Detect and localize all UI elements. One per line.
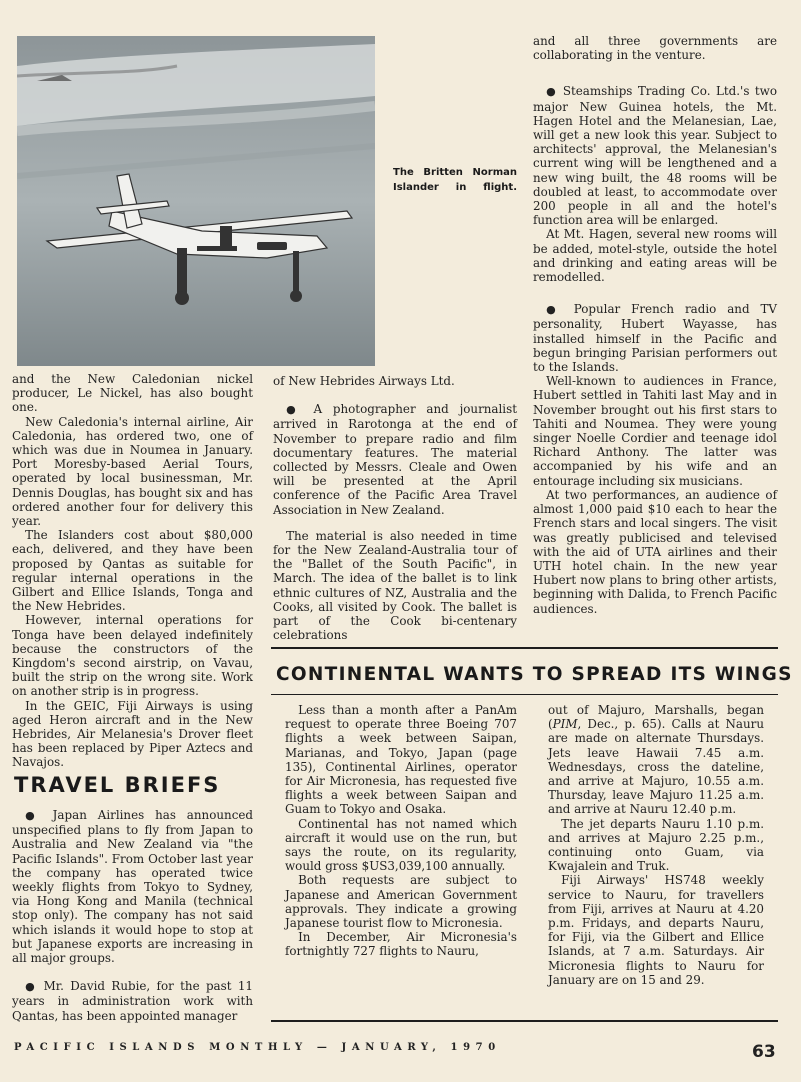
continental-column-1: [285, 703, 517, 959]
paragraph-japan-airlines: ● Japan Airlines has announced unspecified plans to fly from Japan to Australia and New Zealand via "the Pacific Islands". From October last year the company has operated twice weekly flights from Tokyo to Sydney, via Hong Kong and Manila (technical stop only). The company has not said which islands it would hope to stop at but Japanese exports are increasing in all major groups.: [12, 808, 253, 966]
paragraph-hubert: ● Popular French radio and TV personality, Hubert Wayasse, has installed himself in the Pacific and begun bringing Parisian performers out to the Islands.: [533, 302, 777, 375]
bullet-icon: ●: [286, 403, 303, 417]
paragraph: In the GEIC, Fiji Airways is using aged Heron aircraft and in the New Hebrides, Air Melanesia's Drover fleet has been replaced by Piper Aztecs and Navajos.: [12, 698, 253, 770]
paragraph: Well-known to audiences in France, Hubert settled in Tahiti last May and in November brought out his first stars to Tahiti and Noumea. They were young singer Noelle Cordier and teenage idol Richard Anthony. The latter was accompanied by his wife and an entourage including six musicians.: [533, 374, 777, 488]
top-right-column: [533, 34, 777, 616]
footer-masthead: PACIFIC ISLANDS MONTHLY — JANUARY, 1970: [14, 1042, 501, 1053]
middle-column: [273, 374, 517, 642]
paragraph: New Caledonia's internal airline, Air Caledonia, has ordered two, one of which was due in Noumea in January. Port Moresby-based Aerial Tours, operated by local businessman, Mr. Dennis Douglas, has bought six and has ordered another four for delivery this year.: [12, 414, 253, 529]
paragraph: Fiji Airways' HS748 weekly service to Nauru, for travellers from Fiji, arrives at Nauru at 4.20 p.m. Fridays, and departs Nauru, for Fiji, via the Gilbert and Ellice Islands, at 7 a.m. Saturdays. Air Micronesia flights to Nauru for January are on 15 and 29.: [548, 873, 764, 987]
footer-rule: [271, 1020, 778, 1022]
pim-italic: PIM: [552, 717, 578, 732]
paragraph-rarotonga: ● A photographer and journalist arrived in Rarotonga at the end of November to prepare radio and film documentary features. The material collected by Messrs. Cleale and Owen will be presented at the April conference of the Pacific Area Travel Association in New Zealand.: [273, 402, 517, 517]
paragraph: and all three governments are collaborating in the venture.: [533, 34, 777, 63]
travel-briefs-heading: TRAVEL BRIEFS: [14, 773, 221, 797]
section-rule-bottom: [271, 694, 778, 695]
left-column: [12, 372, 253, 770]
bullet-icon: ●: [546, 85, 558, 99]
bullet-icon: ●: [546, 303, 563, 317]
bullet-icon: ●: [25, 809, 42, 822]
paragraph-rubie: ● Mr. David Rubie, for the past 11 years in administration work with Qantas, has been appointed manager: [12, 979, 253, 1023]
travel-briefs-column: [12, 808, 253, 1023]
paragraph-steamships: ● Steamships Trading Co. Ltd.'s two major New Guinea hotels, the Mt. Hagen Hotel and the Melanesian, Lae, will get a new look this year. Subject to architects' approval, the Melanesian's current wing will be lengthened and a new wing built, the 48 rooms will be doubled at least, to accommodate over 200 people in all and the hotel's function area will be enlarged.: [533, 84, 777, 228]
paragraph: The Islanders cost about $80,000 each, delivered, and they have been proposed by Qantas as suitable for regular internal operations in the Gilbert and Ellice Islands, Tonga and the New Hebrides.: [12, 528, 253, 614]
photo-caption: The Britten Norman Islander in flight.: [393, 167, 517, 193]
paragraph: The material is also needed in time for the New Zealand-Australia tour of the "Ballet of the South Pacific", in March. The idea of the ballet is to link ethnic cultures of NZ, Australia and the Cooks, all visited by Cook. The ballet is part of the Cook bi-centenary celebrations: [273, 528, 517, 643]
bullet-icon: ●: [25, 980, 38, 994]
paragraph-majuro: out of Majuro, Marshalls, began (PIM, Dec., p. 65). Calls at Nauru are made on alternate Thursdays. Jets leave Hawaii 7.45 a.m. Wednesdays, cross the dateline, and arrive at Majuro, 10.55 a.m. Thursday, leave Majuro 11.25 a.m. and arrive at Nauru 12.40 p.m.: [548, 703, 764, 817]
paragraph: and the New Caledonian nickel producer, Le Nickel, has also bought one.: [12, 372, 253, 415]
paragraph: Both requests are subject to Japanese and American Government approvals. They indicate a growing Japanese tourist flow to Micronesia.: [285, 873, 517, 931]
paragraph: Less than a month after a PanAm request to operate three Boeing 707 flights a week between Saipan, Marianas, and Tokyo, Japan (page 135), Continental Airlines, operator for Air Micronesia, has requested five flights a week between Saipan and Guam to Tokyo and Osaka.: [285, 703, 517, 817]
paragraph: of New Hebrides Airways Ltd.: [273, 374, 455, 388]
continental-headline: CONTINENTAL WANTS TO SPREAD ITS WINGS: [276, 664, 793, 685]
paragraph: However, internal operations for Tonga have been delayed indefinitely because the constructors of the Kingdom's second airstrip, on Vavau, built the strip on the wrong site. Work on another strip is in progress.: [12, 613, 253, 699]
continental-column-2: [548, 703, 764, 987]
paragraph: At Mt. Hagen, several new rooms will be added, motel-style, outside the hotel and drinking and eating areas will be remodelled.: [533, 227, 777, 285]
page-number: 63: [752, 1042, 776, 1062]
section-rule-top: [271, 647, 778, 649]
paragraph: Continental has not named which aircraft it would use on the run, but says the route, on its regularity, would gross $US3,039,100 annually.: [285, 816, 517, 874]
paragraph: In December, Air Micronesia's fortnightly 727 flights to Nauru,: [285, 930, 517, 959]
paragraph: The jet departs Nauru 1.10 p.m. and arrives at Majuro 2.25 p.m., continuing onto Guam, via Kwajalein and Truk.: [548, 816, 764, 874]
aircraft-photo: [17, 36, 375, 366]
paragraph: At two performances, an audience of almost 1,000 paid $10 each to hear the French stars and local singers. The visit was greatly publicised and televised with the aid of UTA airlines and their UTH hotel chain. In the new year Hubert now plans to bring other artists, beginning with Dalida, to French Pacific audiences.: [533, 487, 777, 616]
